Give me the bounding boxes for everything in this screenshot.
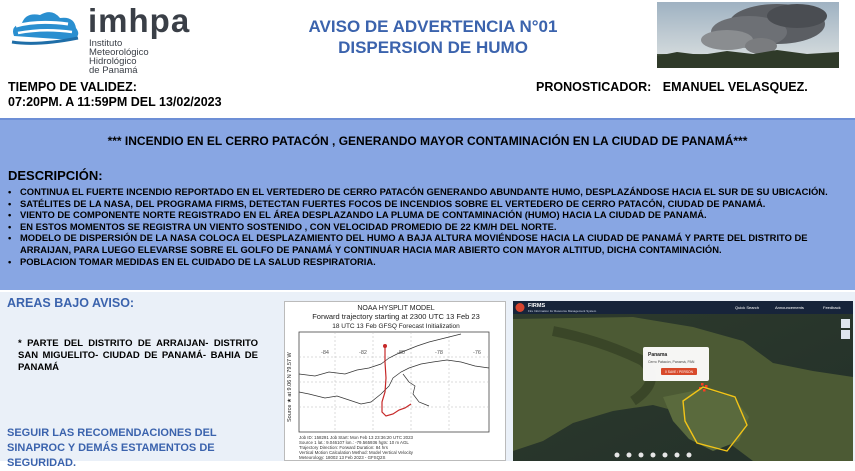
areas-title: AREAS BAJO AVISO:	[7, 296, 135, 310]
hysplit-source-label: Source ★ at 9.06 N 79.57 W	[287, 352, 293, 422]
alert-headline: *** INCENDIO EN EL CERRO PATACÓN , GENERANDO MAYOR CONTAMINACIÓN EN LA CIUDAD DE PANAMÁ***	[107, 134, 748, 148]
description-item: • MODELO DE DISPERSIÓN DE LA NASA COLOCA EL DESPLAZAMIENTO DEL HUMO A BAJA ALTURA MOVIÉNDOSE HACIA LA CIUDAD DE PANAMÁ Y PARTE DEL DISTRITO DE ARRAIJAN, PARA LUEGO ELEVARSE SOBRE EL GOLFO DE PANAMÁ Y CONTINUAR HACIA MAR ABIERTO CON MAYOR ALTITUD, DICHA CONTAMINACIÓN.	[8, 232, 850, 255]
hysplit-subtitle: Forward trajectory starting at 2300 UTC 13 Feb 23	[312, 312, 480, 321]
validity-label: TIEMPO DE VALIDEZ:	[8, 80, 137, 94]
notice-title-line1: AVISO DE ADVERTENCIA N°01	[308, 17, 558, 36]
firms-satellite-view	[513, 301, 853, 461]
imhpa-logo	[8, 4, 238, 74]
validity-block	[8, 80, 222, 110]
firms-map	[513, 301, 853, 461]
description-list	[8, 186, 850, 267]
hysplit-subtitle2: 18 UTC 13 Feb GFSQ Forecast Initialization	[332, 323, 460, 330]
logo-subtitle: Instituto Meteorológico Hidrológico de Panamá	[89, 38, 149, 76]
hysplit-footer	[299, 435, 414, 460]
trajectory-source-marker	[383, 344, 387, 348]
firms-nav-quick-search: Quick Search	[735, 305, 760, 310]
description-title: DESCRIPCIÓN:	[8, 168, 103, 183]
hysplit-map	[284, 301, 506, 461]
forecaster-block	[536, 80, 808, 94]
forecaster-label: PRONOSTICADOR:	[536, 80, 652, 94]
popup-title: Panama	[648, 352, 668, 358]
areas-text: * PARTE DEL DISTRITO DE ARRAIJAN- DISTRITO SAN MIGUELITO- CIUDAD DE PANAMÁ- BAHIA DE PANAMÁ	[18, 338, 258, 373]
header	[0, 0, 855, 78]
notice-title	[268, 16, 598, 58]
description-item: • SATÉLITES DE LA NASA, DEL PROGRAMA FIRMS, DETECTAN FUERTES FOCOS DE INCENDIOS SOBRE EL VERTEDERO DE CERRO PATACÓN, CIUDAD DE PANAMÁ.	[8, 198, 850, 210]
hysplit-trajectory-map	[285, 302, 507, 462]
lon-tick: -82	[359, 350, 367, 356]
fire-popup	[643, 347, 709, 381]
popup-subtitle: Cerro Patacón, Panamá, PAN	[648, 360, 695, 364]
cloud-logo-icon	[8, 6, 82, 50]
lon-tick: -78	[435, 350, 443, 356]
description-item: • POBLACION TOMAR MEDIDAS EN EL CUIDADO DE LA SALUD RESPIRATORIA.	[8, 256, 850, 268]
validity-value: 07:20PM. A 11:59PM DEL 13/02/2023	[8, 95, 222, 109]
hysplit-title: NOAA HYSPLIT MODEL	[357, 305, 435, 312]
footer-line: Trajectory Direction: Forward Duration: 84 hrs	[299, 445, 388, 450]
footer-line: Source 1 lat.: 9.046107 lon.: -79.565936 hgts: 10 m AGL	[299, 440, 409, 445]
footer-line: Job ID: 158291 Job Start: Mon Feb 13 23:36:20 UTC 2023	[299, 435, 413, 440]
description-item: • EN ESTOS MOMENTOS SE REGISTRA UN VIENTO SOSTENIDO , CON VELOCIDAD PROMEDIO DE 22 KM/H DEL NORTE.	[8, 221, 850, 233]
firms-nav-announcements: Announcements	[775, 305, 804, 310]
follow-recommendations: SEGUIR LAS RECOMENDACIONES DEL SINAPROC Y DEMÁS ESTAMENTOS DE SEGURIDAD.	[7, 427, 217, 469]
notice-title-line2: DISPERSION DE HUMO	[338, 38, 528, 57]
description-item: • VIENTO DE COMPONENTE NORTE REGISTRADO EN EL ÁREA DESPLAZANDO LA PLUMA DE CONTAMINACIÓN (HUMO) HACIA LA CIUDAD DE PANAMÁ.	[8, 209, 850, 221]
alert-panel	[0, 118, 855, 290]
nasa-logo-icon	[516, 303, 525, 312]
smoke-plume-image	[657, 2, 839, 68]
description-item: • CONTINUA EL FUERTE INCENDIO REPORTADO EN EL VERTEDERO DE CERRO PATACÓN GENERANDO ABUNDANTE HUMO, DESPLAZÁNDOSE HACIA EL SUR DE SU UBICACIÓN.	[8, 186, 850, 198]
firms-brand-sub: Fire Information for Resource Management System	[528, 309, 597, 313]
footer-line: Vertical Motion Calculation Method: Model Vertical Velocity	[299, 450, 413, 455]
firms-brand: FIRMS	[528, 303, 546, 309]
firms-nav-feedback: Feedback	[823, 305, 841, 310]
forecaster-name: EMANUEL VELASQUEZ.	[662, 80, 808, 94]
logo-name: imhpa	[88, 2, 191, 39]
footer-line: Meteorology: 18002 13 Feb 2023 - GFSQ2S	[299, 455, 386, 460]
smoke-photo	[657, 2, 839, 68]
lon-tick: -80	[397, 350, 405, 356]
lon-tick: -76	[473, 350, 481, 356]
firms-topbar	[513, 301, 853, 314]
lon-tick: -84	[321, 350, 329, 356]
popup-button-label: 0 SAVE / PERSON	[665, 370, 693, 374]
